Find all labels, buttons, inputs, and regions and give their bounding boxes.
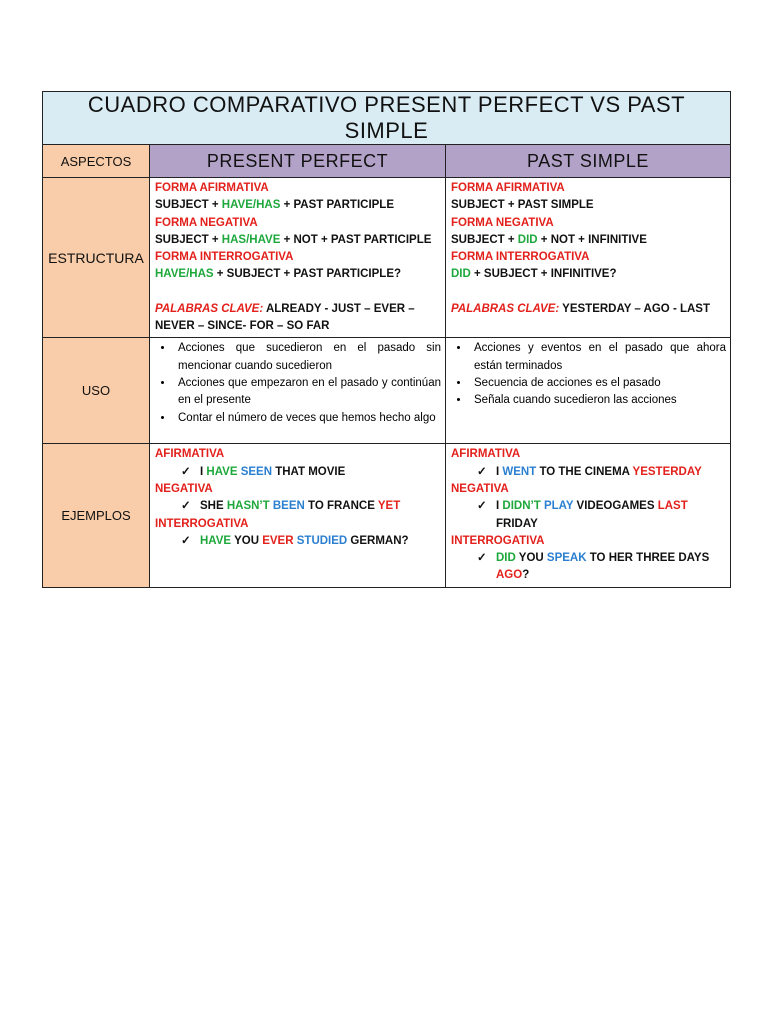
- header-row: [43, 145, 731, 178]
- check-icon: ✓: [477, 465, 487, 478]
- pp-ej-interrogativa-label: INTERROGATIVA: [155, 517, 249, 530]
- ex-part: I: [496, 500, 503, 513]
- ps-ej-afirmativa-label: AFIRMATIVA: [451, 448, 521, 461]
- ex-part: DIDN’T: [502, 500, 541, 513]
- header-aspectos: ASPECTOS: [43, 145, 150, 178]
- ps-ej-interrogativa: [451, 550, 725, 567]
- example-text: [477, 464, 702, 481]
- ps-ej-afirmativa: [451, 464, 725, 481]
- pp-interrogativa-label: FORMA INTERROGATIVA: [155, 251, 294, 264]
- ps-ej-interrogativa-cont: [451, 567, 725, 584]
- row-ejemplos: [43, 444, 731, 587]
- ex-part: I: [496, 465, 503, 478]
- ex-part: I: [200, 465, 207, 478]
- example-text: [477, 550, 709, 567]
- ex-part: ?: [522, 569, 530, 582]
- pp-palabras-clave: [155, 301, 440, 336]
- pp-int-a: HAVE/HAS: [155, 268, 214, 281]
- pp-af-a: SUBJECT +: [155, 199, 222, 212]
- ex-part: DID: [496, 552, 516, 565]
- ps-int-b: + SUBJECT + INFINITIVE?: [470, 268, 617, 281]
- pp-af-c: + PAST PARTICIPLE: [280, 199, 395, 212]
- spacer: [451, 284, 725, 301]
- ex-part: VIDEOGAMES: [573, 500, 658, 513]
- ex-part: YET: [377, 500, 401, 513]
- ex-part: EVER: [262, 534, 294, 547]
- example-text: [181, 464, 345, 481]
- ps-neg-a: SUBJECT +: [451, 233, 518, 246]
- comparison-table: [42, 91, 731, 588]
- pp-uso-cell: [150, 338, 446, 444]
- ex-part: HASN’T: [226, 500, 270, 513]
- pp-afirmativa-label: FORMA AFIRMATIVA: [155, 182, 269, 194]
- ps-ej-negativa-cont: FRIDAY: [496, 517, 538, 530]
- pp-ej-afirmativa-label: AFIRMATIVA: [155, 448, 225, 461]
- check-icon: ✓: [477, 552, 487, 565]
- row-uso: [43, 338, 731, 444]
- ps-negativa-label: FORMA NEGATIVA: [451, 216, 554, 229]
- row-label-uso: USO: [43, 338, 150, 444]
- ex-part: TO FRANCE: [304, 500, 378, 513]
- ex-part: SPEAK: [546, 552, 587, 565]
- ex-part: BEEN: [272, 500, 305, 513]
- ex-part: STUDIED: [296, 534, 348, 547]
- list-item: • Acciones y eventos en el pasado que ahora están terminados: [470, 340, 726, 375]
- pp-negativa-label: FORMA NEGATIVA: [155, 216, 258, 229]
- pp-ej-interrogativa: [155, 533, 440, 550]
- pp-estructura-cell: [150, 178, 446, 338]
- ex-part: PLAY: [543, 500, 574, 513]
- pp-ej-negativa: [155, 498, 440, 515]
- pp-neg-b: HAS/HAVE: [221, 233, 281, 246]
- title-row: [43, 92, 731, 145]
- row-label-estructura: ESTRUCTURA: [43, 178, 150, 338]
- pp-neg-a: SUBJECT +: [155, 233, 222, 246]
- pp-ej-negativa-label: NEGATIVA: [155, 482, 213, 495]
- pp-af-b: HAVE/HAS: [221, 199, 281, 212]
- ex-part: AGO: [496, 569, 523, 582]
- ps-ej-negativa-label: NEGATIVA: [451, 482, 509, 495]
- row-estructura: [43, 178, 731, 338]
- pp-int-b: + SUBJECT + PAST PARTICIPLE?: [213, 268, 402, 281]
- ps-interrogativa-label: FORMA INTERROGATIVA: [451, 251, 590, 264]
- ex-part: TO HER THREE DAYS: [586, 552, 710, 565]
- pp-neg-c: + NOT + PAST PARTICIPLE: [280, 233, 432, 246]
- header-present-perfect: PRESENT PERFECT: [150, 145, 446, 178]
- ex-part: THAT MOVIE: [272, 465, 346, 478]
- ps-afirmativa-formula: SUBJECT + PAST SIMPLE: [451, 199, 594, 212]
- check-icon: ✓: [181, 534, 191, 547]
- ps-afirmativa-label: FORMA AFIRMATIVA: [451, 182, 565, 194]
- list-item: • Contar el número de veces que hemos hecho algo: [174, 410, 441, 427]
- ps-uso-cell: [446, 338, 731, 444]
- ex-part: YOU: [515, 552, 547, 565]
- pp-ejemplos-cell: [150, 444, 446, 587]
- ps-interrogativa-formula: [451, 266, 725, 283]
- check-icon: ✓: [181, 500, 191, 513]
- ex-part: YESTERDAY: [632, 465, 702, 478]
- pp-palabras-label: PALABRAS CLAVE:: [155, 302, 264, 315]
- ps-palabras-text: YESTERDAY – AGO - LAST: [559, 302, 711, 315]
- ex-part: HAVE: [200, 534, 232, 547]
- check-icon: ✓: [477, 500, 487, 513]
- example-text: [477, 498, 688, 515]
- list-item: • Acciones que empezaron en el pasado y continúan en el presente: [174, 375, 441, 410]
- ps-palabras-label: PALABRAS CLAVE:: [451, 302, 560, 315]
- page-title: CUADRO COMPARATIVO PRESENT PERFECT VS PAST SIMPLE: [43, 92, 731, 145]
- ex-part: WENT: [502, 465, 537, 478]
- check-icon: ✓: [181, 465, 191, 478]
- header-past-simple: PAST SIMPLE: [446, 145, 731, 178]
- ps-estructura-cell: [446, 178, 731, 338]
- example-text: [181, 498, 400, 515]
- ex-part: LAST: [657, 500, 688, 513]
- list-item: • Señala cuando sucedieron las acciones: [470, 392, 726, 409]
- spacer: [155, 284, 440, 301]
- ex-part: SEEN: [240, 465, 273, 478]
- pp-interrogativa-formula: [155, 266, 440, 283]
- pp-negativa-formula: [155, 232, 440, 249]
- comparison-sheet: [42, 91, 730, 588]
- pp-palabras-text: ALREADY - JUST – EVER – NEVER – SINCE- FOR – SO FAR: [155, 302, 415, 333]
- pp-estructura: [150, 178, 445, 337]
- ps-neg-b: DID: [517, 233, 538, 246]
- ps-ejemplos: [446, 444, 730, 586]
- ps-int-a: DID: [451, 268, 471, 281]
- ps-negativa-formula: [451, 232, 725, 249]
- ps-palabras-clave: [451, 301, 725, 318]
- example-text: [181, 533, 409, 550]
- list-item: • Acciones que sucedieron en el pasado sin mencionar cuando sucedieron: [174, 340, 441, 375]
- ex-part: YOU: [231, 534, 263, 547]
- ps-neg-c: + NOT + INFINITIVE: [537, 233, 647, 246]
- ps-ejemplos-cell: [446, 444, 731, 587]
- pp-ejemplos: [150, 444, 445, 552]
- ps-ej-negativa: [451, 498, 725, 515]
- ex-part: HAVE: [206, 465, 238, 478]
- pp-uso-list: [150, 340, 445, 426]
- ex-part: GERMAN?: [347, 534, 409, 547]
- ps-uso-list: [446, 340, 730, 409]
- ps-ej-interrogativa-label: INTERROGATIVA: [451, 534, 545, 547]
- pp-afirmativa-formula: [155, 197, 440, 214]
- ps-estructura: [446, 178, 730, 320]
- row-label-ejemplos: EJEMPLOS: [43, 444, 150, 587]
- list-item: • Secuencia de acciones es el pasado: [470, 375, 726, 392]
- pp-ej-afirmativa: [155, 464, 440, 481]
- ex-part: TO THE CINEMA: [536, 465, 633, 478]
- ex-part: SHE: [200, 500, 227, 513]
